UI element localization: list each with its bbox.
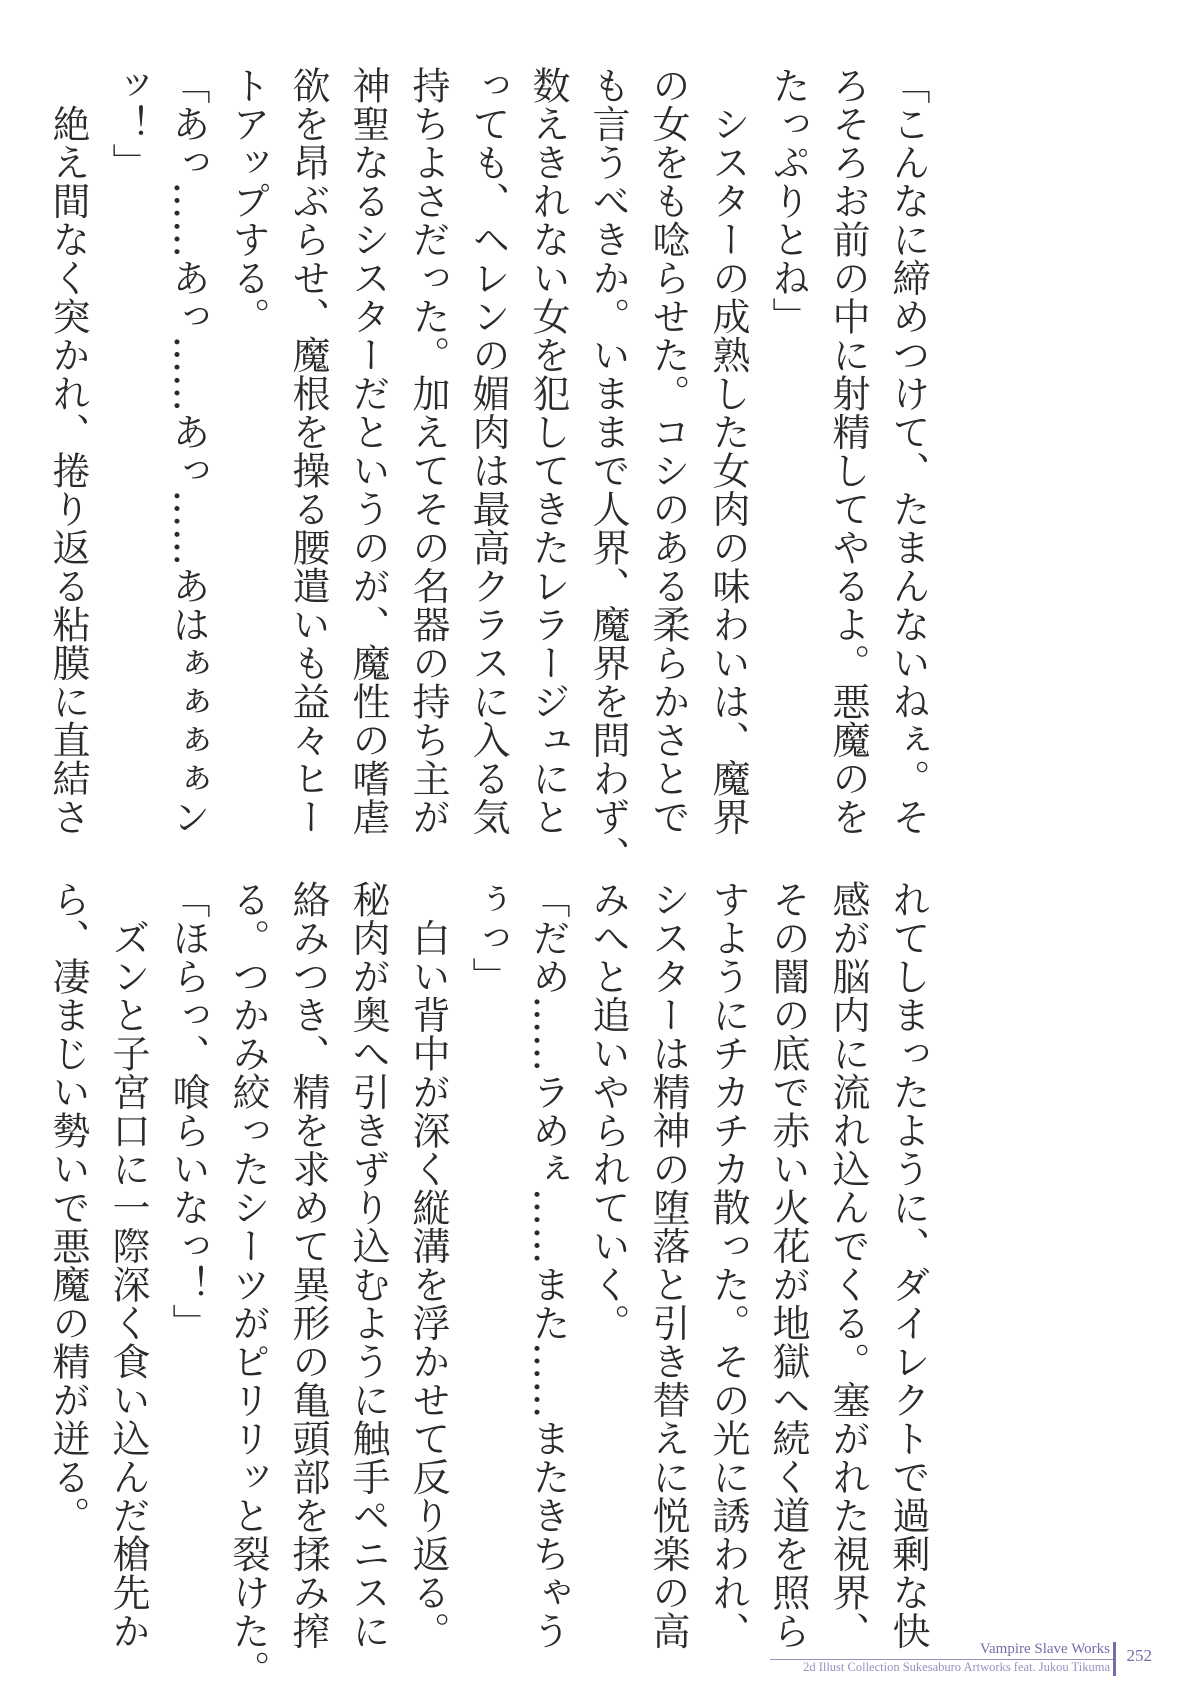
- text-line: ぅっ」: [466, 880, 510, 996]
- text-line: 「あっ……あっ……あっ……あはぁぁぁぁン: [166, 66, 210, 836]
- text-line: 欲を昂ぶらせ、魔根を操る腰遣いも益々ヒー: [286, 66, 330, 836]
- text-line: 「こんなに締めつけて、たまんないねぇ。そ: [886, 66, 930, 836]
- text-line: ろそろお前の中に射精してやるよ。悪魔のを: [826, 66, 870, 836]
- text-line: る。つかみ絞ったシーツがピリリッと裂けた。: [226, 880, 270, 1689]
- text-line: れてしまったように、ダイレクトで過剰な快: [886, 880, 930, 1650]
- text-line: たっぷりとね」: [766, 66, 810, 336]
- text-line: ズンと子宮口に一際深く食い込んだ槍先か: [106, 880, 150, 1650]
- text-line: 秘肉が奥へ引きずり込むように触手ペニスに: [346, 880, 390, 1650]
- footer-subtitle: 2d Illust Collection Sukesaburo Artworks feat. Jukou Tikuma: [803, 1660, 1110, 1674]
- footer-book-title: Vampire Slave Works: [979, 1641, 1110, 1657]
- text-line: 白い背中が深く縦溝を浮かせて反り返る。: [406, 880, 450, 1650]
- text-line: 持ちよさだった。加えてその名器の持ち主が: [406, 66, 450, 836]
- text-block-bottom: [46, 880, 938, 1689]
- text-line: 絶え間なく突かれ、捲り返る粘膜に直結さ: [46, 66, 90, 836]
- text-line: みへと追いやられていく。: [586, 880, 630, 1342]
- text-line: トアップする。: [226, 66, 270, 336]
- text-line: 感が脳内に流れ込んでくる。塞がれた視界、: [826, 880, 870, 1650]
- text-line: 数えきれない女を犯してきたレラージュにと: [526, 66, 570, 836]
- text-line: すようにチカチカ散った。その光に誘われ、: [706, 880, 750, 1650]
- text-line: シスターの成熟した女肉の味わいは、魔界: [706, 66, 750, 836]
- page-footer: [770, 1638, 1200, 1694]
- text-line: ら、凄まじい勢いで悪魔の精が迸る。: [46, 880, 90, 1535]
- text-line: の女をも唸らせた。コシのある柔らかさとで: [646, 66, 690, 836]
- text-line: っても、ヘレンの媚肉は最高クラスに入る気: [466, 66, 510, 836]
- text-line: シスターは精神の堕落と引き替えに悦楽の高: [646, 880, 690, 1650]
- text-block-top: [46, 66, 938, 875]
- text-line: 絡みつき、精を求めて異形の亀頭部を揉み搾: [286, 880, 330, 1650]
- text-line: 「ほらっ、喰らいなっ！」: [166, 880, 210, 1342]
- text-line: 「だめ……ラめぇ……また……またきちゃう: [526, 880, 570, 1650]
- footer-vertical-bar: [1113, 1642, 1116, 1676]
- text-line: その闇の底で赤い火花が地獄へ続く道を照ら: [766, 880, 810, 1650]
- text-line: も言うべきか。いままで人界、魔界を問わず、: [586, 66, 630, 875]
- text-line: 神聖なるシスターだというのが、魔性の嗜虐: [346, 66, 390, 836]
- text-line: ッ！」: [106, 66, 150, 182]
- page-number: 252: [1126, 1646, 1152, 1665]
